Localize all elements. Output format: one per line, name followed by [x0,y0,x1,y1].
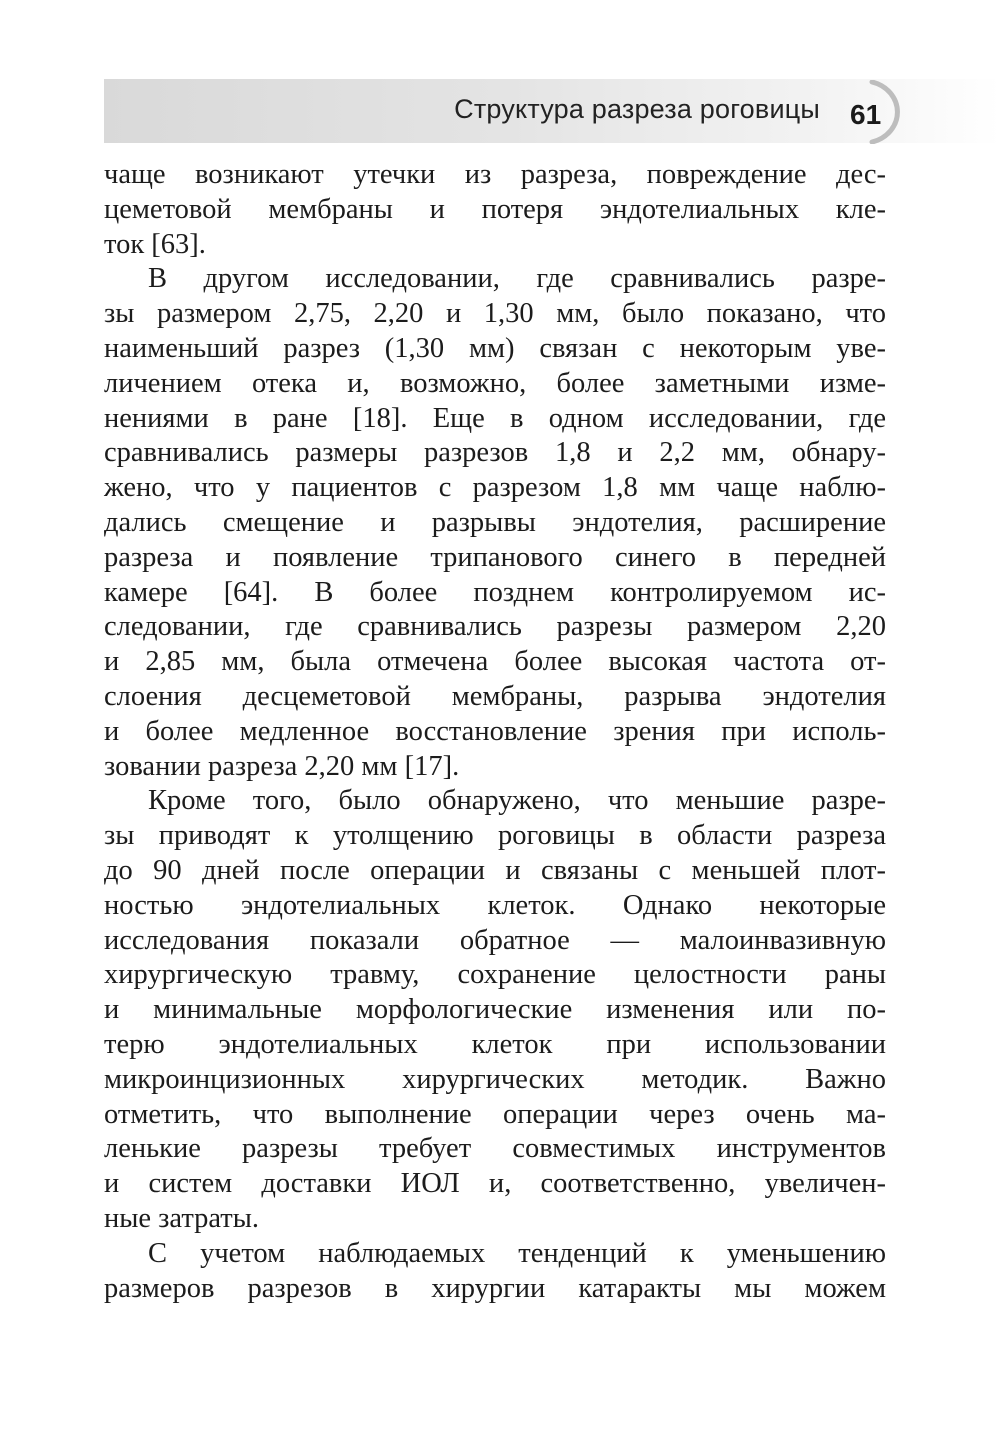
text-line: ленькие разрезы требует совместимых инструментов [104,1133,886,1165]
text-line: камере [64]. В более позднем контролируемом ис- [104,576,886,608]
text-line: В другом исследовании, где сравнивались разре- [148,263,886,295]
body-text [104,158,886,1306]
text-line: нениями в ране [18]. Еще в одном исследовании, где [104,402,886,434]
text-line: цеметовой мембраны и потеря эндотелиальных кле- [104,193,886,225]
text-line: отметить, что выполнение операции через очень ма- [104,1098,886,1130]
text-line: сравнивались размеры разрезов 1,8 и 2,2 мм, обнару- [104,437,886,469]
text-line: зы приводят к утолщению роговицы в области разреза [104,820,886,852]
text-line: Кроме того, было обнаружено, что меньшие разре- [148,785,886,817]
paragraph-1 [104,158,886,262]
text-line: дались смещение и разрывы эндотелия, расширение [104,506,886,538]
text-line: ностью эндотелиальных клеток. Однако некоторые [104,889,886,921]
text-line: наименьший разрез (1,30 мм) связан с некоторым уве- [104,332,886,364]
header-title: Структура разреза роговицы [454,94,820,124]
page-number: 61 [850,99,882,130]
paragraph-3 [104,784,886,1236]
text-line: С учетом наблюдаемых тенденций к уменьшению [148,1237,886,1269]
text-line: до 90 дней после операции и связаны с меньшей плот- [104,854,886,886]
text-line: зы размером 2,75, 2,20 и 1,30 мм, было показано, что [104,298,886,330]
text-line: хирургическую травму, сохранение целостности раны [104,959,886,991]
text-line: терю эндотелиальных клеток при использовании [104,1028,886,1060]
text-line: жено, что у пациентов с разрезом 1,8 мм чаще наблю- [104,472,886,504]
paragraph-2 [104,262,886,784]
text-line: слоения десцеметовой мембраны, разрыва эндотелия [104,680,886,712]
text-line: следовании, где сравнивались разрезы размером 2,20 [104,611,886,643]
text-line: ные затраты. [104,1202,260,1234]
paragraph-4 [104,1237,886,1307]
text-line: и более медленное восстановление зрения при исполь- [104,715,886,747]
text-line: чаще возникают утечки из разреза, повреждение дес- [104,159,886,190]
text-line: размеров разрезов в хирургии катаракты мы можем [104,1272,886,1304]
text-line: и минимальные морфологические изменения или по- [104,994,886,1026]
text-line: и систем доставки ИОЛ и, соответственно, увеличен- [104,1168,886,1200]
text-line: зовании разреза 2,20 мм [17]. [104,750,460,782]
text-line: исследования показали обратное — малоинвазивную [104,924,886,956]
text-line: разреза и появление трипанового синего в передней [104,541,886,573]
text-line: личением отека и, возможно, более заметными изме- [104,367,886,399]
text-line: микроинцизионных хирургических методик. Важно [104,1063,886,1095]
text-line: ток [63]. [104,228,206,260]
text-line: и 2,85 мм, была отмечена более высокая частота от- [104,646,886,678]
